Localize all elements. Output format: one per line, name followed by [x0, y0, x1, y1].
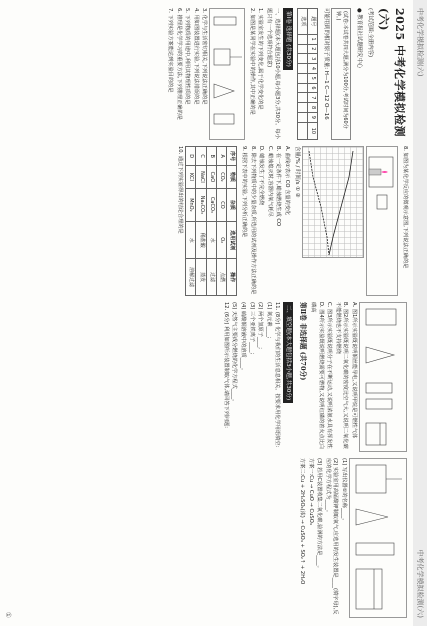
answer-num: 5: [307, 73, 317, 83]
cell: A: [216, 147, 226, 166]
side-label: 中考化学模拟检测(六): [416, 8, 424, 77]
question-11: 11. (8分) 化学与我们的生活息息相关。按要求用化学用语填空:: [274, 302, 281, 448]
answer-cell[interactable]: [297, 73, 307, 83]
cell: 水: [206, 222, 216, 259]
cell: 过滤: [206, 259, 216, 296]
question-8: 8. 如图为某化学反应的微观示意图,下列说法正确的是: [402, 146, 408, 269]
column-1: [10, 8, 409, 140]
scheme-2: 方案二:Cu + 2H₂SO₄(浓) → CuSO₄ + SO₂↑ + 2H₂O: [299, 458, 306, 585]
cell: 点燃: [216, 259, 226, 296]
question-6: 6. 推理是化学学习的重要方法,下列推理正确的是: [175, 8, 182, 120]
q8-option-d: D. 蜡烛发生了不完全燃烧: [258, 146, 265, 206]
column-3: [10, 302, 409, 452]
question-4: 4. 用如图装置进行实验,下列说法错误的是: [192, 8, 199, 105]
question-2: 2. 如图是某同学在实验中的操作,其中正确的是: [248, 8, 255, 115]
q8-option-a: A. 曲线①表示 CO 含量的变化: [283, 146, 290, 216]
question-7: 7. 下列实验方案能达到实验目的的是: [167, 8, 174, 93]
question-5: 5. 下列物质的用途中,利用其物理性质的是: [184, 8, 191, 105]
answer-num: 1: [307, 34, 317, 44]
graph-line-2: [309, 151, 329, 255]
graph-labels: 含量/% / 时间/s ① ②: [294, 146, 301, 198]
q10-option-d: D. 图4所示实验既说明燃烧需要可燃物,又说明红磷的着火点比白磷高: [310, 302, 324, 450]
cell: NaCl: [196, 166, 206, 188]
cell: O₂: [216, 222, 226, 259]
question-1: 1. 实验室发生的下列变化,属于化学变化的是: [257, 8, 264, 110]
answer-table-row2-label: 选项: [297, 9, 307, 35]
subtitle: (考试范围:全册内容): [367, 8, 374, 58]
cell: 水: [186, 222, 196, 259]
q9-header: 序号: [227, 147, 237, 166]
cell: 稀盐酸: [196, 222, 206, 259]
gas-content-graph: [302, 146, 364, 258]
q12-part-1: (1) 写出仪器①的名称____。: [341, 458, 347, 524]
scheme-1: 方案一:Cu → CuO → CuSO₄: [307, 458, 314, 525]
answer-num: 10: [307, 122, 317, 139]
answer-num: 3: [307, 54, 317, 64]
editor: ● 教育报社试题研究中心: [356, 8, 363, 69]
q2-apparatus-figure: [209, 8, 245, 140]
answer-num: 9: [307, 112, 317, 122]
question-3: 3. 化学与生活密切相关,下列说法正确的是: [201, 8, 208, 105]
answer-num: 7: [307, 93, 317, 103]
section1-title: 第Ⅰ卷 选择题 (共30分): [283, 8, 293, 70]
top-edge: [413, 0, 427, 626]
graph-xlabel: 时间/s: [294, 168, 301, 185]
answer-cell[interactable]: [297, 44, 307, 54]
column-2: [10, 146, 409, 296]
answer-cell[interactable]: [297, 54, 307, 64]
column-4: [10, 458, 409, 618]
graph-line-1: [329, 151, 353, 255]
cell: C: [196, 147, 206, 166]
instructions: (试卷:本试卷共四大题,满分为100分,考试时间为60分钟。): [331, 8, 352, 140]
question-12: 12. (6分) 利用如图所示装置制取气体,请回答下列问题:: [222, 302, 229, 429]
answer-cell[interactable]: [297, 64, 307, 74]
q9-header: 操作: [227, 259, 237, 296]
graph-legend-1: ①: [294, 186, 301, 191]
answer-cell[interactable]: [297, 112, 307, 122]
table-row: [206, 147, 216, 296]
atomic-masses: 可能用到的相对原子质量: H—1 C—12 O—16: [322, 8, 329, 120]
q9-table: [185, 146, 237, 296]
q10-option-a: A. 图1所示实验既说明铜丝能导电,又说明甲烷是可燃性气体: [351, 302, 357, 439]
cell: Na₂CO₃: [196, 188, 206, 222]
q11-item-1: (1) 氮元素____;: [265, 302, 272, 339]
q10-option-b: B. 图2所示实验既说明二氧化碳的密度比空气大,又说明二氧化碳不能燃烧也不支持燃烧: [334, 302, 349, 449]
answer-table: [297, 8, 319, 140]
section1-intro: 一、选择题(本大题包括10小题,每小题3分,共30分。每小题只有一个选项符合题意): [266, 8, 280, 139]
q11-item-4: (4) 硫酸铜溶液中的溶质____。: [240, 302, 247, 374]
q10-option-c: C. 图3所示实验既说明分子在不断运动,又说明浓氨水具有挥发性: [326, 302, 333, 449]
cell: KCl: [186, 166, 196, 188]
answer-num: 2: [307, 44, 317, 54]
question-9: 9. 根据下表中的实验,下列分析正确的是: [240, 146, 247, 238]
answer-table-row1-label: 题号: [307, 9, 317, 35]
q8-option-c: C. 蜡烛熄灭时,容器内氧气耗尽: [266, 146, 273, 217]
section2-title: 第Ⅱ卷 非选择题 (共70分): [298, 302, 307, 381]
graph-lines: [303, 147, 363, 257]
answer-num: 8: [307, 103, 317, 113]
table-row: [196, 147, 206, 296]
q12-part-3: (3) 若用C装置收集二氧化碳,验满的方法是____。: [316, 458, 323, 571]
cell: CaCO₃: [206, 188, 216, 222]
q9-header: 杂质: [227, 188, 237, 222]
page-number: ①: [4, 611, 12, 618]
q12-part-2: (2) 实验室用高锰酸钾制取氧气,应选用的发生装置是____(填字母),反应的化学方程式为____。: [324, 458, 339, 615]
cell: MnO₂: [186, 188, 196, 222]
q9-header: 选用试剂: [227, 222, 237, 259]
cell: CaO: [206, 166, 216, 188]
fill-section-title: 二、填空题(本大题包括3小题,共30分): [283, 302, 293, 403]
cell: B: [206, 147, 216, 166]
q11-item-2: (2) 两个氢原子____;: [257, 302, 264, 350]
table-row: [186, 147, 196, 296]
cell: D: [186, 147, 196, 166]
q12-apparatus-figure: [349, 458, 407, 618]
page-title: 2025 中考化学模拟检测(六): [377, 8, 406, 137]
cell: CO₂: [216, 166, 226, 188]
q11-item-5: (5) 天然气主要成分燃烧的化学方程式____。: [231, 302, 238, 405]
answer-num: 4: [307, 64, 317, 74]
question-10: 10. 通过下列实验得出的结论合理的是: [177, 146, 184, 234]
answer-num: 6: [307, 83, 317, 93]
q12-drawings: [350, 459, 406, 617]
q10-figures: [359, 302, 407, 452]
apparatus-drawing: [210, 9, 244, 139]
q8-option-b: B. 在一定条件下,蜡烛燃烧生成 CO: [275, 146, 282, 227]
answer-cell[interactable]: [297, 122, 307, 139]
q11-item-3: (3) 三个亚铁离子____;: [248, 302, 255, 355]
graph-ylabel: 含量/%: [294, 146, 301, 164]
q9-header: 物质: [227, 166, 237, 188]
table-row: [216, 147, 226, 296]
q10-drawings: [360, 303, 406, 451]
answer-cell[interactable]: [297, 103, 307, 113]
answer-cell[interactable]: [297, 34, 307, 44]
question-9-intro: 8. 除去下列物质中的少量杂质,所选用的试剂及操作方法正确的是: [249, 146, 256, 295]
cell: 蒸发: [196, 259, 206, 296]
side-label-right: 中考化学模拟检测(六): [416, 549, 424, 618]
answer-cell[interactable]: [297, 83, 307, 93]
cell: CO: [216, 188, 226, 222]
candle-apparatus-figure: [366, 146, 398, 296]
cell: 溶解过滤: [186, 259, 196, 296]
answer-cell[interactable]: [297, 93, 307, 103]
candle-drawing: [367, 147, 397, 217]
graph-legend-2: ②: [294, 192, 301, 198]
